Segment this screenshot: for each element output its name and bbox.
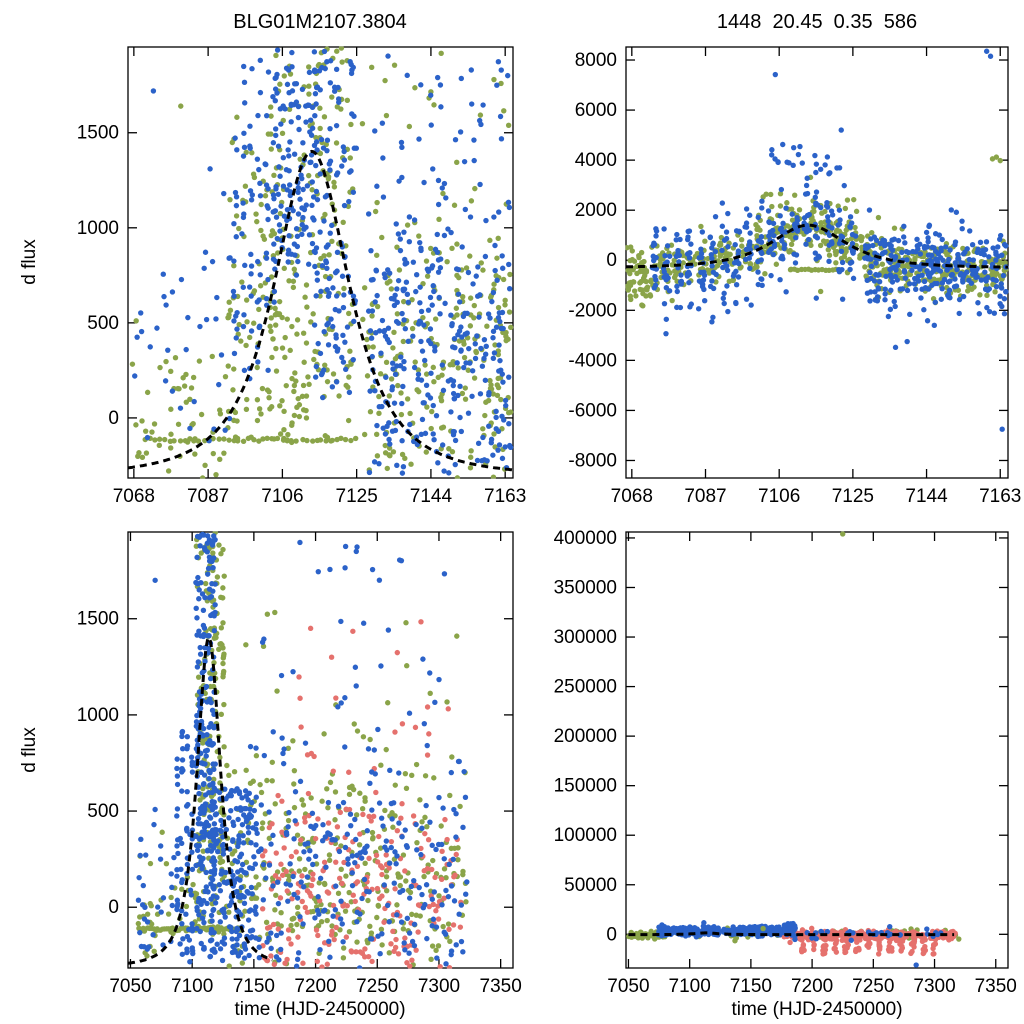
series-survey-green xyxy=(130,45,514,480)
x-tick-label: 7106 xyxy=(758,486,801,507)
axes-top_left xyxy=(128,47,513,478)
x-tick-label: 7350 xyxy=(974,976,1017,997)
x-tick-label: 7125 xyxy=(335,486,378,507)
y-tick-label: -2000 xyxy=(568,300,617,322)
panel-top_right xyxy=(568,47,1021,507)
data-top_right xyxy=(624,49,1008,432)
x-tick-label: 7200 xyxy=(294,976,337,997)
y-tick-label: 0 xyxy=(108,407,119,429)
x-tick-label: 7144 xyxy=(409,486,453,507)
y-tick-label: 500 xyxy=(87,312,119,334)
y-tick-label: -8000 xyxy=(568,450,617,472)
x-tick-label: 7100 xyxy=(668,976,711,997)
x-tick-label: 7125 xyxy=(831,486,875,507)
panel-bottom-left-xlabel: time (HJD-2450000) xyxy=(234,999,406,1020)
plot-frame xyxy=(128,47,513,478)
x-tick-label: 7163 xyxy=(979,486,1022,507)
x-tick-label: 7087 xyxy=(684,486,727,507)
panel-top_left xyxy=(77,45,527,507)
y-tick-label: 150000 xyxy=(553,775,617,797)
x-tick-label: 7350 xyxy=(479,976,522,997)
y-tick-label: 400000 xyxy=(553,527,617,549)
y-tick-label: 1500 xyxy=(76,122,119,144)
panel-bottom-right-xlabel: time (HJD-2450000) xyxy=(731,999,903,1020)
x-tick-label: 7250 xyxy=(356,976,399,997)
model-curve-bottom_right xyxy=(628,933,954,935)
x-tick-label: 7068 xyxy=(112,486,156,507)
y-tick-label: 350000 xyxy=(553,577,617,599)
data-bottom_left xyxy=(136,530,470,971)
panel-bottom_right xyxy=(554,528,1017,997)
panel-top-left-title: BLG01M2107.3804 xyxy=(233,11,407,33)
y-tick-label: 1500 xyxy=(76,608,119,630)
data-bottom_right xyxy=(626,531,961,967)
x-tick-label: 7300 xyxy=(913,976,956,997)
x-tick-label: 7163 xyxy=(484,486,527,507)
y-tick-label: 500 xyxy=(87,801,119,823)
y-tick-label: 0 xyxy=(606,250,617,272)
x-tick-label: 7200 xyxy=(790,976,834,997)
panel-bottom-left-ylabel: d flux xyxy=(19,727,40,773)
x-tick-label: 7068 xyxy=(610,486,653,507)
panel-bottom_left xyxy=(77,530,522,997)
y-tick-label: 100000 xyxy=(553,825,617,847)
y-tick-label: 6000 xyxy=(574,100,617,122)
x-tick-label: 7150 xyxy=(729,976,773,997)
y-tick-label: 200000 xyxy=(553,726,617,748)
x-tick-label: 7106 xyxy=(261,486,304,507)
y-tick-label: 8000 xyxy=(574,50,617,72)
y-tick-label: -6000 xyxy=(568,400,617,422)
x-tick-label: 7100 xyxy=(171,976,214,997)
y-tick-label: -4000 xyxy=(568,350,617,372)
y-tick-label: 0 xyxy=(606,924,617,946)
y-tick-label: 0 xyxy=(108,897,119,919)
y-tick-label: 1000 xyxy=(76,217,119,239)
x-tick-label: 7087 xyxy=(186,486,230,507)
x-tick-label: 7144 xyxy=(905,486,948,507)
panel-top-left-ylabel: d flux xyxy=(19,239,40,285)
y-tick-label: 250000 xyxy=(553,676,617,698)
plot-frame xyxy=(626,532,1008,968)
x-tick-label: 7050 xyxy=(109,976,152,997)
axes-bottom_right xyxy=(626,532,1008,968)
y-tick-label: 300000 xyxy=(553,627,617,649)
y-tick-label: 1000 xyxy=(76,704,119,726)
y-tick-label: 4000 xyxy=(574,150,617,172)
x-tick-label: 7150 xyxy=(232,976,276,997)
data-top_left xyxy=(130,45,514,480)
y-tick-label: 2000 xyxy=(574,200,617,222)
y-tick-label: 50000 xyxy=(564,874,617,896)
series-survey-blue xyxy=(132,47,513,475)
x-tick-label: 7250 xyxy=(852,976,895,997)
x-tick-label: 7050 xyxy=(607,976,650,997)
x-tick-label: 7300 xyxy=(417,976,461,997)
panel-top-right-title: 1448 20.45 0.35 586 xyxy=(716,11,918,33)
